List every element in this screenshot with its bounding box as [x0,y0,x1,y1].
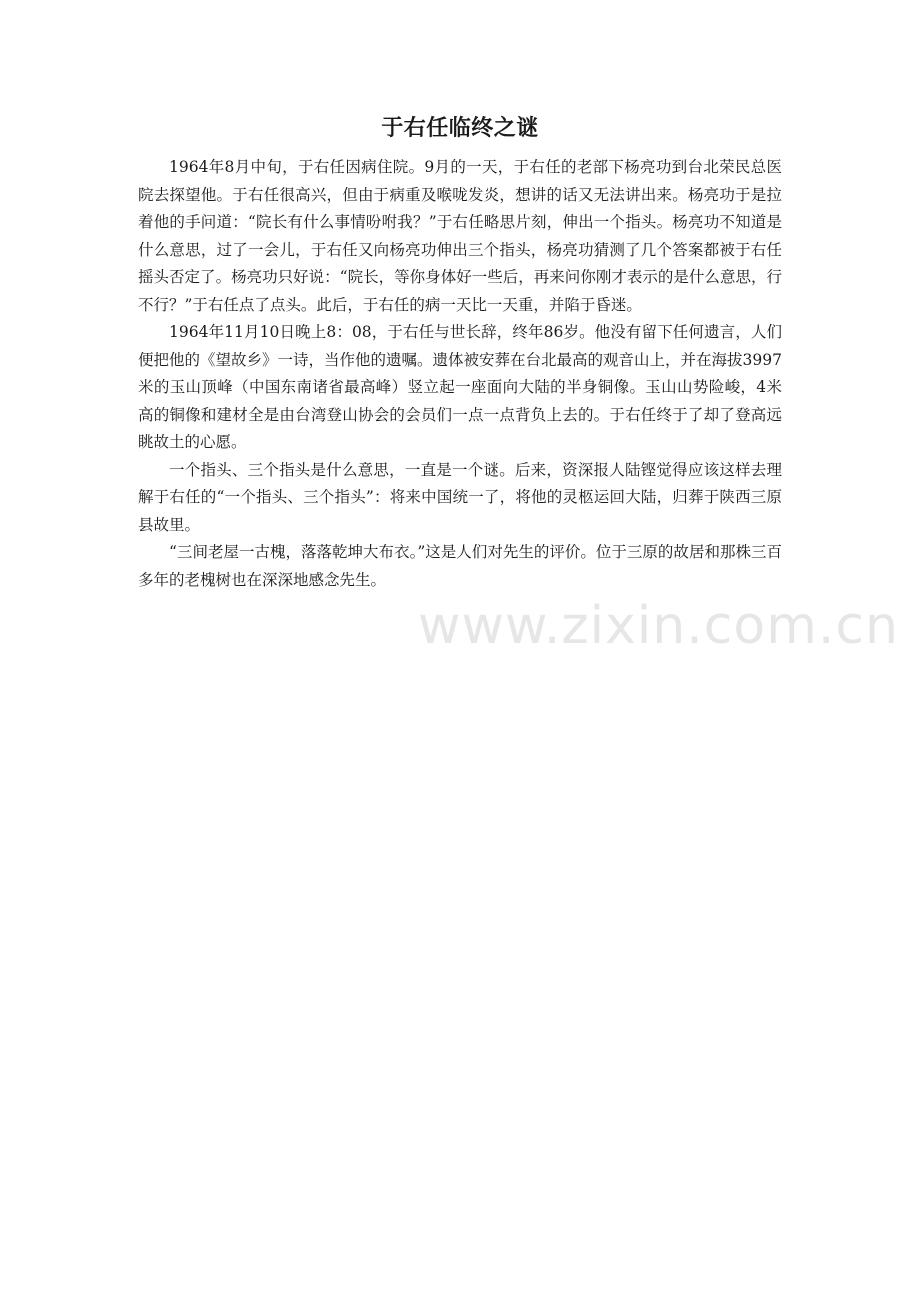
paragraph-2: 1964年11月10日晚上8：08，于右任与世长辞，终年86岁。他没有留下任何遗言，人们便把他的《望故乡》一诗，当作他的遗嘱。遗体被安葬在台北最高的观音山上，并在海拔3997米的玉山顶峰（中国东南诸省最高峰）竖立起一座面向大陆的半身铜像。玉山山势险峻，4米高的铜像和建材全是由台湾登山协会的会员们一点一点背负上去的。于右任终于了却了登高远眺故土的心愿。 [138,323,782,451]
watermark: www.zixin.com.cn [418,596,899,656]
paragraph-3: 一个指头、三个指头是什么意思，一直是一个谜。后来，资深报人陆铿觉得应该这样去理解于右任的“一个指头、三个指头”：将来中国统一了，将他的灵柩运回大陆，归葬于陕西三原县故里。 [138,460,782,534]
paragraph-1: 1964年8月中旬，于右任因病住院。9月的一天，于右任的老部下杨亮功到台北荣民总医院去探望他。于右任很高兴，但由于病重及喉咙发炎，想讲的话又无法讲出来。杨亮功于是拉着他的手问道：“院长有什么事情吩咐我？”于右任略思片刻，伸出一个指头。杨亮功不知道是什么意思，过了一会儿，于右任又向杨亮功伸出三个指头，杨亮功猜测了几个答案都被于右任摇头否定了。杨亮功只好说：“院长，等你身体好一些后，再来问你刚才表示的是什么意思，行不行？”于右任点了点头。此后，于右任的病一天比一天重，并陷于昏迷。 [138,158,782,314]
document-title: 于右任临终之谜 [381,115,539,141]
paragraph-4: “三间老屋一古槐，落落乾坤大布衣。”这是人们对先生的评价。位于三原的故居和那株三百多年的老槐树也在深深地感念先生。 [138,543,782,589]
